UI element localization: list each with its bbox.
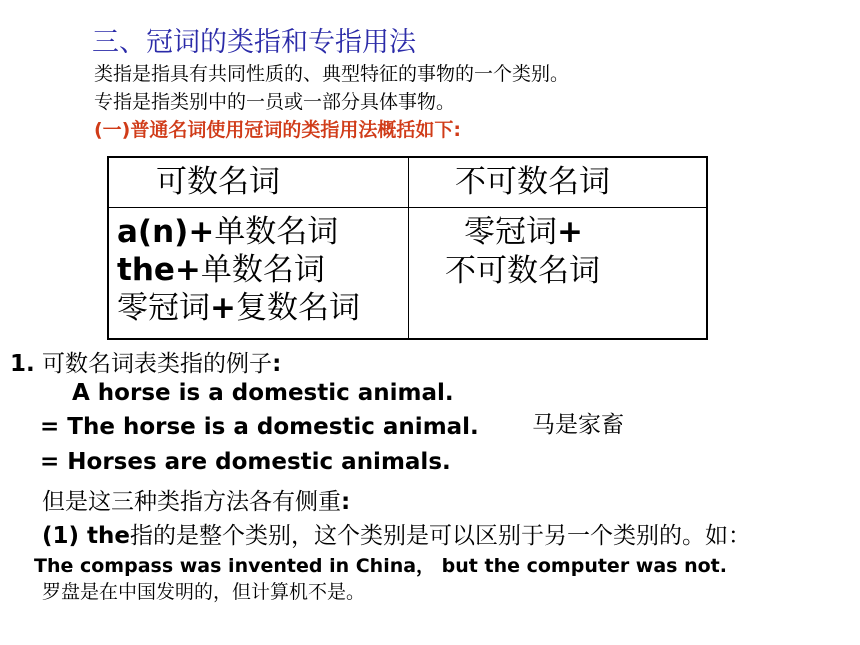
slide-title: 三、冠词的类指和专指用法 (92, 27, 416, 58)
examples-heading: 1. 可数名词表类指的例子: (10, 351, 282, 377)
emphasis-note: 但是这三种类指方法各有侧重: (42, 489, 351, 515)
countable-row: a(n)+单数名词 (117, 214, 339, 250)
example-sentence: A horse is a domestic animal. (72, 380, 454, 406)
sentence-translation: 马是家畜 (532, 412, 624, 438)
table-header-divider (109, 207, 706, 208)
uncountable-row: 不可数名词 (445, 253, 600, 289)
countable-row: the+单数名词 (117, 252, 325, 289)
table-column-divider (408, 158, 409, 338)
compass-translation: 罗盘是在中国发明的，但计算机不是。 (42, 581, 366, 603)
point-one (42, 517, 751, 550)
example-sentence: = The horse is a domestic animal. (40, 414, 479, 440)
example-sentence: = Horses are domestic animals. (40, 449, 451, 475)
definition-generic: 类指是指具有共同性质的、典型特征的事物的一个类别。 (94, 63, 570, 85)
point-one-text: (1) the指的是整个类别，这个类别是可以区别于另一个类别的。如： (42, 523, 752, 549)
header-uncountable: 不可数名词 (455, 164, 610, 200)
header-countable: 可数名词 (156, 164, 280, 200)
subheading: (一)普通名词使用冠词的类指用法概括如下: (94, 119, 461, 141)
countable-cell (117, 213, 360, 327)
definition-specific: 专指是指类别中的一员或一部分具体事物。 (94, 91, 456, 113)
compass-sentence: The compass was invented in China， but the computer was not. (34, 555, 727, 577)
countable-row: 零冠词+复数名词 (117, 290, 360, 327)
usage-table (107, 156, 708, 340)
uncountable-row: 零冠词+ (464, 214, 583, 250)
